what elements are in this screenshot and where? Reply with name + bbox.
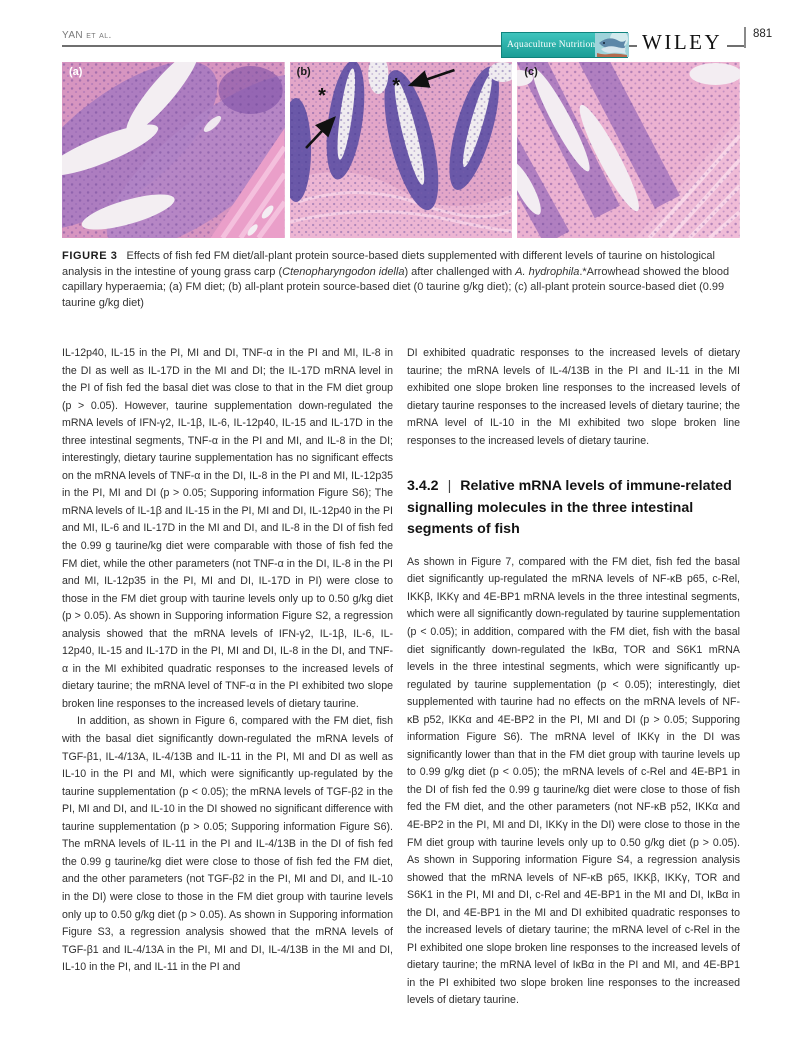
page-number: 881 (753, 28, 773, 40)
caption-text-2: ) after challenged with (404, 265, 516, 278)
caption-pathogen-name: A. hydrophila (515, 265, 580, 278)
right-column (407, 345, 740, 1010)
histology-panel-c (517, 62, 740, 238)
panel-label-c: (c) (524, 66, 538, 78)
caption-text-3: .*Arrowhead showed the blood capillary hyperaemia; (a) FM diet; (b) all-plant protein source-based diet (0 taurine g/kg diet); (c) all-plant protein source-based diet (0.99 taurine g/kg diet) (62, 265, 730, 310)
publisher-logo: WILEY (637, 30, 727, 59)
caption-species-name: Ctenopharyngodon idella (282, 265, 405, 278)
fish-logo-icon (595, 33, 629, 57)
panel-label-a: (a) (69, 66, 83, 78)
section-heading-3-4-2 (407, 476, 740, 541)
left-column-paragraph-1: IL-12p40, IL-15 in the PI, MI and DI, TNF-α in the PI and MI, IL-8 in the DI as well as IL-17D in the MI and DI; the IL-17D mRNA level in the PI of fish fed the basal diet was close to that in the FM diet group (p > 0.05). However, taurine supplementation down-regulated the mRNA levels of IFN-γ2, IL-1β, IL-6, IL-12p40, IL-15 and IL-17D in the three intestinal segments, TNF-α in the PI and MI, and IL-8 in the DI; interestingly, dietary taurine supplementation has no significant effects on the mRNA levels of TNF-α in the DI, IL-8 in the PI and MI, IL-12p35 in the PI, MI and DI (p > 0.05; Supporing information Figure S6); The mRNA levels of IL-1β and IL-15 in the PI, MI and DI, IL-12p40 in the PI and MI, IL-6 and IL-17D in the MI and DI, and IL-8 in the DI of fish fed the 0.99 g taurine/kg diet were comparable with those of fish fed the FM diet, while the other parameters (not TNF-α in the DI, IL-8 in the PI and MI, IL-12p35 in the PI, MI and DI, IL-17D in PI) were close to those in the FM diet group with taurine levels only up to 0.50 g/kg diet (p > 0.05). As shown in Supporing information Figure S2, a regression analysis showed that the mRNA levels of IFN-γ2, IL-1β, IL-6, IL-12p40, IL-15 and IL-17D in the PI, MI and DI, IL-8 in the DI, and TNF-α in the MI exhibited quadratic responses to the increased levels of dietary taurine; the mRNA level of TNF-α in the PI exhibited two slope broken line responses to the increased levels of dietary taurine. (62, 347, 393, 710)
histology-image-b (290, 62, 513, 238)
journal-badge (501, 32, 628, 58)
right-column-paragraph-2: As shown in Figure 7, compared with the FM diet, fish fed the basal diet significantly up-regulated the mRNA levels of NF-κB p65, c-Rel, IKKβ, IKKγ and 4E-BP1 mRNA levels in the three intestinal segments, which were all significantly down-regulated by taurine supplementation (p < 0.05); in addition, compared with the FM diet, fish with the basal diet significantly down-regulated the IκBα, TOR and S6K1 mRNA levels in the three intestinal segments, which were significantly up-regulated by taurine supplementation (p < 0.05); interestingly, diet supplemented with taurine had no effects on the mRNA levels of NF-κB p52, IKKα and 4E-BP2 in the PI, MI and DI (p > 0.05; Supporing information Figure S6). The mRNA level of IKKγ in the DI was significantly lower than that in the FM diet group with taurine levels up to 0.99 g/kg diet (p < 0.05); the mRNA levels of c-Rel and 4E-BP1 in the DI of fish fed the 0.99 g taurine/kg diet were close to those of fish fed the FM diet, and the other parameters (not NF-κB p52, IKKα and 4E-BP2 in the PI, MI and DI, IKKγ in the DI) were close to those in the FM diet group with taurine levels only up to 0.50 g/kg diet (p > 0.05). As shown in Supporing information Figure S4, a regression analysis showed that the mRNA levels of NF-κB p65, IKKβ, IKKγ, TOR and S6K1 in the PI, MI and DI, c-Rel and 4E-BP1 in the MI and DI, IκBα in the DI, and 4E-BP1 in the MI and DI exhibited quadratic responses to the increased levels of dietary taurine; the mRNA level of c-Rel in the PI exhibited one slope broken line responses to the increased levels of dietary taurine; the mRNA level of IκBα in the PI and MI, and 4E-BP1 in the PI exhibited two slope broken line responses to the increased levels of dietary taurine. (407, 555, 740, 1007)
asterisk-annotation-1: * (317, 85, 326, 107)
running-head: YAN et al. (62, 30, 112, 41)
caption-text-1: Effects of fish fed FM diet/all-plant protein source-based diets supplemented with different levels of taurine on histological analysis in the intestine of young grass carp ( (62, 250, 715, 278)
histology-panel-a (62, 62, 285, 238)
histology-panel-b (290, 62, 513, 238)
section-title: Relative mRNA levels of immune-related signalling molecules in the three intestinal segments of fish (407, 478, 732, 538)
panel-label-b: (b) (296, 66, 311, 78)
figure-3-image-row (62, 62, 740, 238)
figure-label: FIGURE 3 (62, 250, 118, 262)
right-column-paragraph-1: DI exhibited quadratic responses to the increased levels of dietary taurine; the mRNA levels of IL-4/13B in the PI and IL-11 in the MI exhibited one slope broken line responses to the increased levels of dietary taurine responses to the increased levels of dietary taurine; the mRNA level of IL-10 in the MI exhibited two slope broken line responses to the increased levels of dietary taurine. (407, 347, 740, 447)
journal-title: Aquaculture Nutrition (507, 40, 596, 50)
histology-image-c (517, 62, 740, 238)
section-number: 3.4.2 (407, 478, 439, 495)
figure-caption (62, 249, 740, 312)
page-number-divider (744, 27, 746, 48)
asterisk-annotation-2: * (391, 75, 400, 97)
left-column (62, 345, 393, 977)
section-heading-separator: | (447, 478, 452, 495)
histology-image-a (62, 62, 285, 238)
left-column-paragraph-2: In addition, as shown in Figure 6, compared with the FM diet, fish with the basal diet significantly down-regulated the mRNA levels of TGF-β1, IL-4/13A, IL-4/13B and IL-11 in the PI, MI and DI as well as IL-10 in the PI and MI, which were significantly up-regulated by the taurine supplementation (p < 0.05); the mRNA levels of TGF-β2 in the PI, MI and DI, and IL-10 in the DI showed no significant difference with taurine supplementation (p > 0.05; Supporing information Figure S6). The mRNA levels of IL-11 in the PI and IL-4/13B in the DI of fish fed the 0.99 g taurine/kg diet were close to those of fish fed the FM diet, and the other parameters (not TGF-β2 in the PI, MI and DI, and IL-10 in the DI) were close to those in the FM diet group with taurine levels only up to 0.50 g/kg diet (p > 0.05). As shown in Supporing information Figure S3, a regression analysis showed that the mRNA levels of TGF-β1 and IL-4/13A in the PI, MI and DI, IL-4/13B in the MI and DI, IL-10 in the PI, and IL-11 in the PI and (62, 715, 393, 974)
